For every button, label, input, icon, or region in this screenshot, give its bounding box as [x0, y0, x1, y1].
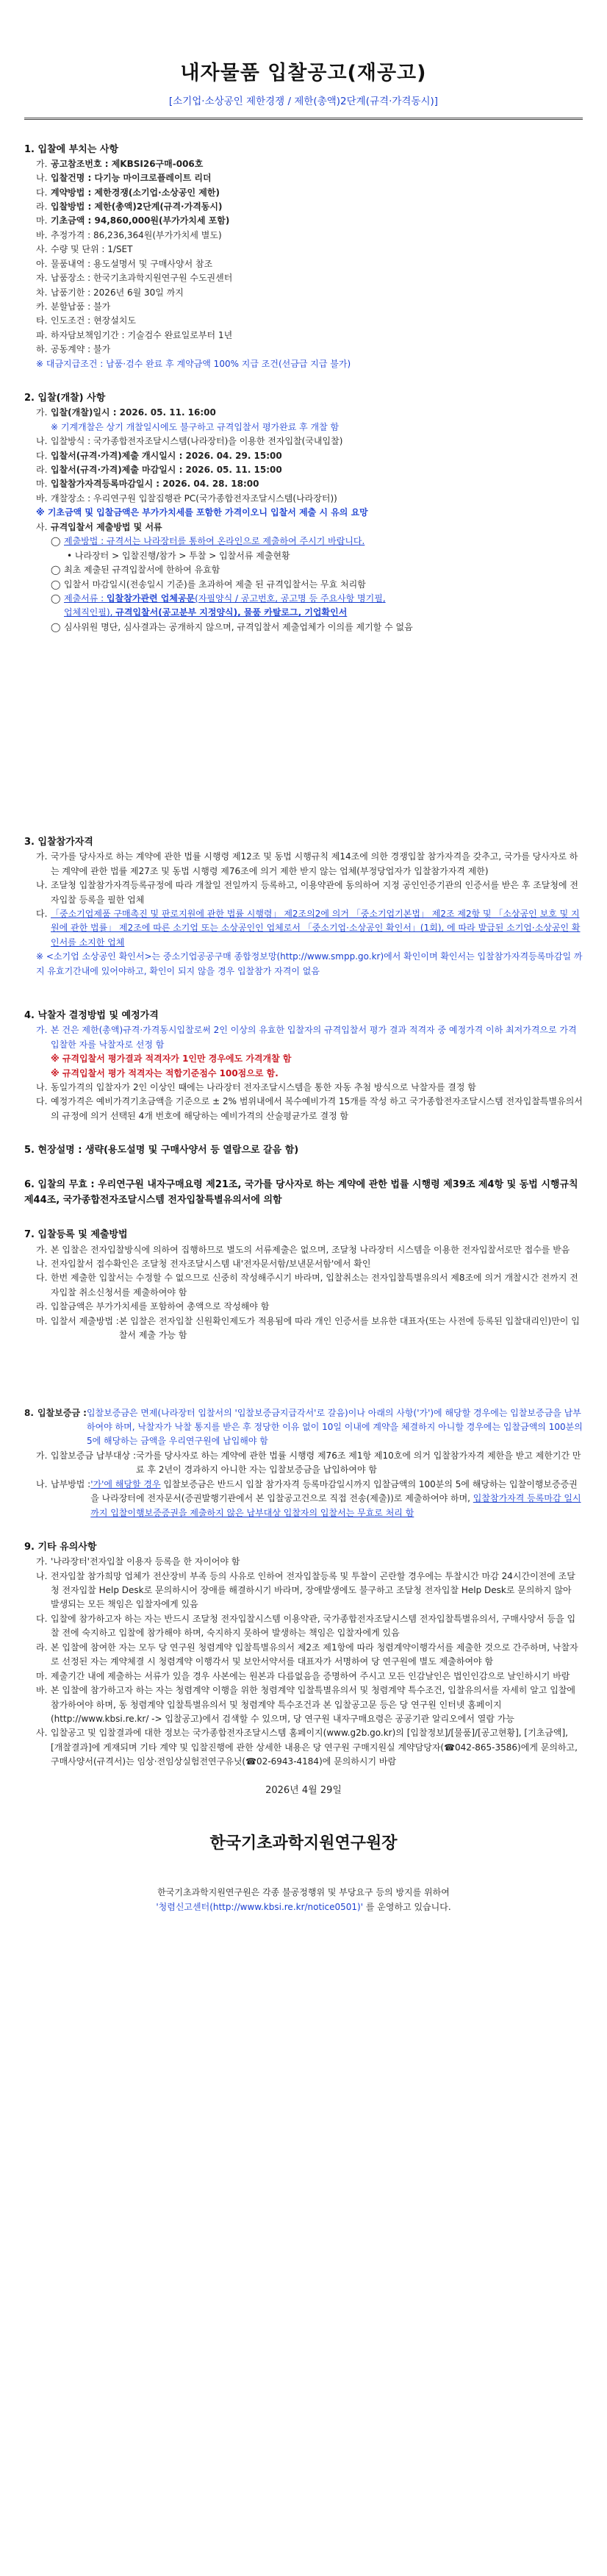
- s1-item-b: 나. 입찰건명 : 다기능 마이크로플레이트 리더: [36, 173, 212, 184]
- announcement-page: [24, 0, 583, 1914]
- section-8: [24, 1406, 583, 1521]
- s4-note-1: ※ 규격입찰서 평가결과 적격자가 1인만 경우에도 가격개찰 함: [51, 1053, 292, 1065]
- s8-heading: 8. 입찰보증금 : 입찰보증금은 면제(나라장터 입찰서의 '입찰보증금지급각서'로 갈음)이나 아래의 사항('가')에 해당할 경우에는 입찰보증금을 납부하여야 하며, 낙찰자가 낙찰 통지를 받은 후 정당한 이유 없이 10일 이내에 계약을 체결하지 아니할 경우에는 입찰금액의 100분의 5에 해당하는 금액을 우리연구원에 납입해야 함: [24, 1406, 583, 1449]
- section-9-heading: 9. 기타 유의사항: [24, 1542, 97, 1553]
- s1-item-n: 하. 공동계약 : 불가: [36, 344, 111, 355]
- circle-bullet-icon: ◯: [51, 536, 61, 547]
- s1-item-i: 자. 납품장소 : 한국기초과학지원연구원 수도권센터: [36, 273, 233, 284]
- s2-item-f: 바. 개찰장소 : 우리연구원 입찰집행관 PC(국가종합전자조달시스템(나라장터)): [36, 493, 337, 504]
- s2-circle-item-4: ◯ 제출서류 : 입찰참가관련 업체공문(자필양식 / 공고번호, 공고명 등 주요사항 명기필, 업체직인필), 규격입찰서(공고분부 지정양식), 물품 카탈로그, 기업확인서: [51, 593, 386, 618]
- s1-item-j: 차. 납품기한 : 2026년 6월 30일 까지: [36, 287, 184, 298]
- s1-payment-note: ※ 대금지급조건 : 납품·검수 완료 후 계약금액 100% 지급 조건(선금급 지급 불가): [36, 358, 351, 369]
- page-subtitle: [소기업·소상공인 제한경쟁 / 제한(총액)2단계(규격·가격동시)]: [168, 95, 439, 107]
- s2-circle-item-5: ◯ 심사위원 명단, 심사결과는 공개하지 않으며, 규격입찰서 제출업체가 이의를 제기할 수 없음: [24, 620, 583, 634]
- integrity-report-link[interactable]: '청렴신고센터(http://www.kbsi.re.kr/notice0501)': [156, 1901, 364, 1912]
- circle-bullet-icon: ◯: [51, 565, 61, 576]
- s2-item-c: 다. 입찰서(규격·가격)제출 개시일시 : 2026. 04. 29. 15:00: [36, 450, 282, 461]
- section-3: [24, 834, 583, 978]
- s1-item-a: 가. 공고참조번호 : 제KBSI26구매-006호: [36, 158, 204, 169]
- s3-smpp-note: ※ <소기업 소상공인 확인서>는 중소기업공공구매 종합정보망(http://www.smpp.go.kr)에서 확인이며 확인서는 입찰참가자격등록마감일 까지 유효기간내에 있어야하고, 확인이 되지 않을 경우 입찰참가 자격이 없음: [36, 951, 583, 976]
- circle-bullet-icon: ◯: [51, 593, 61, 604]
- s9-item-c: 다. 입찰에 참가하고자 하는 자는 반드시 조달청 전자입찰시스템 이용약관, 국가종합전자조달시스템 전자입찰특별유의서, 구매사양서 등을 입찰 전에 숙지하고 입찰에 참가해야 하며, 숙지하지 못하여 발생하는 책임은 입찰자에게 있음: [36, 1613, 576, 1639]
- s7-item-c: 다. 한번 제출한 입찰서는 수정할 수 없으므로 신중히 작성해주시기 바라며, 입찰취소는 전자입찰특별유의서 제8조에 의거 개찰시간 전까지 전자입찰 취소신청서를 제출하여야 함: [36, 1273, 578, 1298]
- circle-bullet-icon: ◯: [51, 621, 61, 632]
- s1-item-g: 사. 수량 및 단위 : 1/SET: [36, 244, 133, 255]
- footer-line-2: '청렴신고센터(http://www.kbsi.re.kr/notice0501)' 를 운영하고 있습니다.: [156, 1901, 451, 1912]
- s1-item-k: 카. 분할납품 : 불가: [36, 301, 111, 312]
- page-title: 내자물품 입찰공고(재공고): [180, 62, 427, 85]
- s9-item-f: 바. 본 입찰에 참가하고자 하는 자는 청렴계약 이행을 위한 청렴계약 입찰특별유의서 및 청렴계약 특수조건, 입찰유의서를 자세히 알고 입찰에 참가하여야 하며, 동 청렴계약 입찰특별유의서 및 청렴계약 특수조건과 본 입찰공고문 등은 당 연구원 인터넷 홈페이지(http://www.kbsi.re.kr/ -> 입찰공고)에서 검색할 수 있으며, 당 연구원 내자구매요령은 공공기관 알리오에서 열람 가능: [36, 1685, 576, 1724]
- s2-submission-path: • 나라장터 > 입찰진행/참가 > 투찰 > 입찰서류 제출현황: [67, 550, 290, 561]
- section-6-heading: 6. 입찰의 무효 : 우리연구원 내자구매요령 제21조, 국가를 당사자로 하는 계약에 관한 법률 시행령 제39조 제4항 및 동법 시행규칙 제44조, 국가종합전자조달시스템 전자입찰특별유의서에 의함: [24, 1179, 578, 1206]
- s2-circle-item-1: [24, 534, 583, 548]
- s9-item-b: 나. 전자입찰 참가희망 업체가 전산장비 부족 등의 사유로 인하여 전자입찰등록 및 투찰이 곤란할 경우에는 투찰시간 마감 24시간이전에 조달청 전자입찰 Help Desk로 문의하시어 장애를 해결하시기 바라며, 장애발생에도 불구하고 조달청 전자입찰 Help Desk로 문의하지 않아 발생되는 모든 책임은 입찰자에게 있음: [36, 1570, 575, 1610]
- s1-item-l: 타. 인도조건 : 현장설치도: [36, 315, 137, 326]
- s8-item-a: 가. 입찰보증금 납부대상 : 국가를 당사자로 하는 계약에 관한 법률 시행령 제76조 제1항 제10호에 의거 입찰참가자격 제한을 받고 제한기간 만료 후 2년이 경과하지 아니한 자는 입찰보증금을 납입하여야 함: [36, 1450, 581, 1475]
- s2-opening-note: ※ 기계개찰은 상기 개찰일시에도 불구하고 규격입찰서 평가완료 후 개찰 함: [51, 421, 340, 432]
- s1-item-h: 아. 물품내역 : 용도설명서 및 구매사양서 참조: [36, 258, 213, 269]
- section-4-heading: 4. 낙찰자 결정방법 및 예정가격: [24, 1010, 159, 1022]
- section-7-heading: 7. 입찰등록 및 제출방법: [24, 1229, 128, 1241]
- s1-item-e: 마. 기초금액 : 94,860,000원(부가가치세 포함): [36, 215, 230, 226]
- s2-item-a: 가. 입찰(개찰)일시 : 2026. 05. 11. 16:00: [36, 407, 216, 418]
- circle-bullet-icon: ◯: [51, 579, 61, 590]
- s3-item-b: 나. 조달청 입찰참가자격등록규정에 따라 개찰일 전일까지 등록하고, 이용약관에 동의하여 지정 공인인증기관의 인증서를 받은 후 조달청에 전자입찰 등록을 필한 업체: [36, 880, 578, 905]
- s4-item-a: 가. 본 건은 제한(총액)규격·가격동시입찰로써 2인 이상의 유효한 입찰자의 규격입찰서 평가 결과 적격자 중 예정가격 이하 최저가격으로 가격입찰한 자를 낙찰자로 선정 함: [36, 1025, 577, 1050]
- s7-item-e: 마. 입찰서 제출방법 : 본 입찰은 전자입찰 신원확인제도가 적용됨에 따라 개인 인증서를 보유한 대표자(또는 사전에 등록된 입찰대리인)만이 입찰서 제출 가능 함: [36, 1315, 580, 1341]
- s1-item-d: 라. 입찰방법 : 제한(총액)2단계(규격·가격동시): [36, 201, 223, 212]
- s7-item-b: 나. 전자입찰서 접수확인은 조달청 전자조달시스템 내'전자문서함/보낸문서함'에서 확인: [36, 1258, 371, 1269]
- section-1-heading: 1. 입찰에 부치는 사항: [24, 143, 119, 155]
- section-2-heading: 2. 입찰(개찰) 사항: [24, 393, 106, 404]
- s8-item-b: 나. 납부방법 : '가'에 해당할 경우 입찰보증금은 반드시 입찰 참가자격 등록마감일시까지 입찰금액의 100분의 5에 해당하는 입찰이행보증증권을 나라장터에 전자문서(증권발행기관에서 본 입찰공고건으로 직접 전송(제출))로 제출하여야 하며, 입찰참가자격 등록마감 일시까지 입찰이행보증증권을 제출하지 않은 납부대상 입찰자의 입찰서는 무효로 처리 함: [36, 1478, 581, 1518]
- s3-item-a: 가. 국가를 당사자로 하는 계약에 관한 법률 시행령 제12조 및 동법 시행규칙 제14조에 의한 경쟁입찰 참가자격을 갖추고, 국가를 당사자로 하는 계약에 관한 법률 제27조 및 동법 시행령 제76조에 의거 제한 받지 않는 업체(부정당업자가 입찰참가자격 제한): [36, 851, 578, 876]
- section-3-heading: 3. 입찰참가자격: [24, 837, 93, 848]
- s9-item-g: 사. 입찰공고 및 입찰결과에 대한 정보는 국가종합전자조달시스템 홈페이지(www.g2b.go.kr)의 [입찰정보]/[물품]/[공고현황], [기초금액], [개찰결과]에 게재되며 기타 계약 및 입찰진행에 관한 상세한 내용은 당 연구원 구매지원실 계약담당자(☎042-865-3586)에게 문의하고, 구매사양서(규격서)는 임상·전임상실험전연구유닛(☎02-6943-4184)에 문의하시기 바람: [36, 1728, 578, 1767]
- s2-submission-method: 제출방법 : 규격서는 나라장터를 통하여 온라인으로 제출하여 주시기 바랍니다.: [64, 536, 365, 547]
- s2-circle-item-3: ◯ 입찰서 마감일시(전송일시 기준)를 초과하여 제출 된 규격입찰서는 무효 처리함: [24, 578, 583, 592]
- section-7: [24, 1227, 583, 1342]
- section-6: [24, 1177, 583, 1208]
- section-5-heading: 5. 현장설명 : 생략(용도설명 및 구매사양서 등 열람으로 갈음 함): [24, 1145, 299, 1156]
- section-4: [24, 1008, 583, 1123]
- s7-item-a: 가. 본 입찰은 전자입찰방식에 의하여 집행하므로 별도의 서류제출은 없으며, 조달청 나라장터 시스템을 이용한 전자입찰서로만 접수를 받음: [36, 1244, 570, 1255]
- s2-item-d: 라. 입찰서(규격·가격)제출 마감일시 : 2026. 05. 11. 15:00: [36, 465, 282, 475]
- s8-bond-description: 입찰보증금은 면제(나라장터 입찰서의 '입찰보증금지급각서'로 갈음)이나 아래의 사항('가')에 해당할 경우에는 입찰보증금을 납부하여야 하며, 낙찰자가 낙찰 통지를 받은 후 정당한 이유 없이 10일 이내에 계약을 체결하지 아니할 경우에는 입찰금액의 100분의 5에 해당하는 금액을 우리연구원에 납입해야 함: [86, 1407, 583, 1447]
- s2-item-e: 마. 입찰참가자격등록마감일시 : 2026. 04. 28. 18:00: [36, 479, 259, 490]
- title-divider: [24, 118, 583, 120]
- footer-line-1: 한국기초과학지원연구원은 각종 불공정행위 및 부당요구 등의 방지를 위하여: [157, 1887, 450, 1898]
- s1-item-f: 바. 추정가격 : 86,236,364원(부가가치세 별도): [36, 229, 222, 240]
- section-9: [24, 1539, 583, 1770]
- s7-item-d: 라. 입찰금액은 부가가치세를 포함하여 총액으로 작성해야 함: [36, 1301, 270, 1312]
- s2-item-g: 사. 규격입찰서 제출방법 및 서류: [36, 521, 162, 532]
- s2-item-b: 나. 입찰방식 : 국가종합전자조달시스템(나라장터)을 이용한 전자입찰(국내입찰): [36, 436, 343, 447]
- s4-item-c: 다. 예정가격은 예비가격기초금액을 기준으로 ± 2% 범위내에서 복수예비가격 15개를 작성 하고 국가종합전자조달시스템 전자입찰특별유의서의 규정에 의거 선택된 4개 번호에 해당하는 예비가격의 산술평균가로 결정 함: [36, 1096, 583, 1121]
- s2-vat-note: ※ 기초금액 및 입찰금액은 부가가치세를 포함한 가격이오니 입찰서 제출 시 유의 요망: [36, 507, 368, 518]
- s4-note-2: ※ 규격입찰서 평가 적격자는 적합기준점수 100점으로 함.: [51, 1067, 279, 1078]
- announcement-date: 2026년 4월 29일: [265, 1784, 342, 1796]
- s3-item-c: 다. 「중소기업제품 구매촉진 및 판로지원에 관한 법률 시행령」 제2조의2에 의거 「중소기업기본법」 제2조 제2항 및 「소상공인 보호 및 지원에 관한 법률」 제2조에 따른 소기업 또는 소상공인인 업체로서 「중소기업·소상공인 확인서」(1회), 에 따라 발급된 소기업·소상공인 확인서를 소지한 업체: [36, 909, 581, 948]
- section-5: [24, 1142, 583, 1158]
- s2-circle-item-2: ◯ 최초 제출된 규격입찰서에 한하여 유효함: [24, 563, 583, 577]
- s1-item-c: 다. 계약방법 : 제한경쟁(소기업·소상공인 제한): [36, 187, 220, 198]
- s9-item-e: 마. 제출기간 내에 제출하는 서류가 있을 경우 사본에는 원본과 다름없음을 증명하여 주시고 모든 인감날인은 법인인감으로 날인하시기 바람: [36, 1670, 570, 1681]
- s9-item-a: 가. '나라장터'전자입찰 이용자 등록을 한 자이어야 함: [36, 1556, 240, 1567]
- s4-item-b: 나. 동일가격의 입찰자가 2인 이상인 때에는 나라장터 전자조달시스템을 통한 자동 추첨 방식으로 낙찰자를 결정 함: [36, 1082, 476, 1093]
- s9-item-d: 라. 본 입찰에 참여한 자는 모두 당 연구원 청렴계약 입찰특별유의서 제2조 제1항에 따라 청렴계약이행각서를 제출한 것으로 간주하며, 낙찰자로 선정된 자는 계약체결 시 청렴계약 이행각서 및 보안서약서를 대표자가 서명하여 당 연구원에 별도 제출하여야 함: [36, 1642, 578, 1667]
- s1-item-m: 파. 하자담보책임기간 : 기술검수 완료일로부터 1년: [36, 329, 233, 340]
- section-2: [24, 390, 583, 634]
- signer-name: 한국기초과학지원연구원장: [209, 1833, 398, 1853]
- section-1: [24, 142, 583, 372]
